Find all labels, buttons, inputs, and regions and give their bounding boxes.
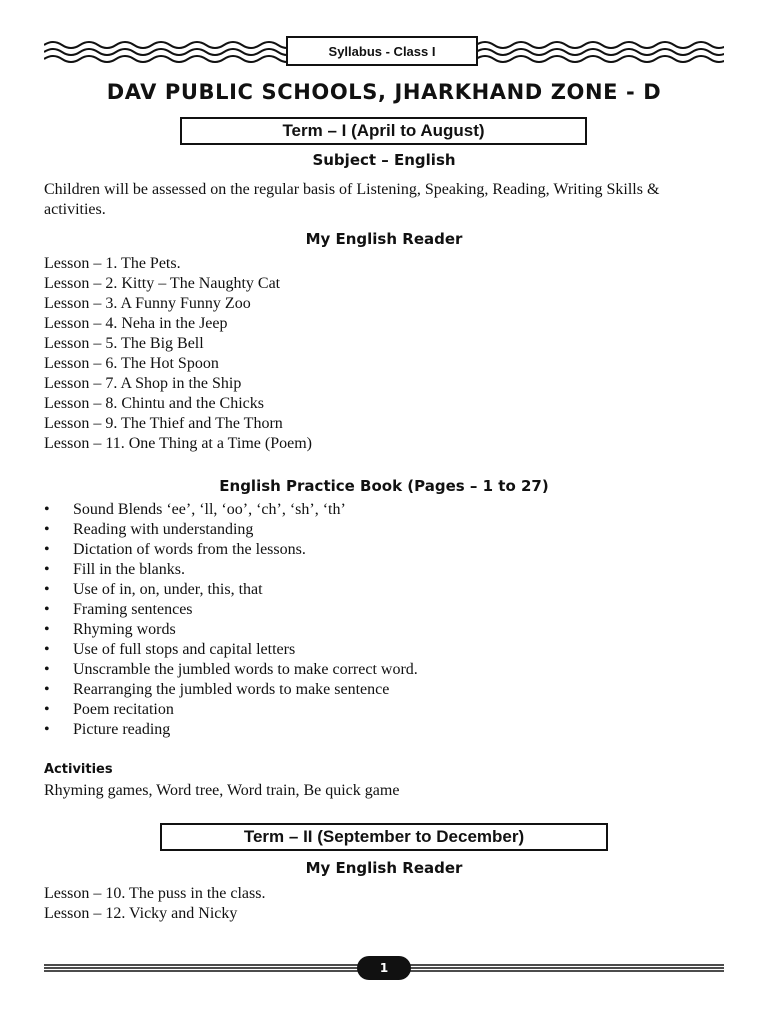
topic-item: • Rearranging the jumbled words to make sentence: [44, 681, 390, 698]
lesson-item: Lesson – 12. Vicky and Nicky: [44, 905, 238, 922]
practice-book-heading: English Practice Book (Pages – 1 to 27): [219, 477, 549, 495]
topic-item: • Reading with understanding: [44, 521, 254, 538]
subject-heading: Subject – English: [312, 151, 456, 169]
lesson-item: Lesson – 9. The Thief and The Thorn: [44, 415, 283, 432]
lesson-item: Lesson – 4. Neha in the Jeep: [44, 315, 228, 332]
term-2-heading: Term – II (September to December): [160, 823, 608, 851]
lesson-item: Lesson – 8. Chintu and the Chicks: [44, 395, 264, 412]
assessment-intro: Children will be assessed on the regular basis of Listening, Speaking, Reading, Writing Skills & activities.: [44, 181, 660, 218]
term-2-lesson-list: [44, 884, 265, 924]
topic-item: • Framing sentences: [44, 601, 193, 618]
bullet-icon: •: [44, 661, 50, 678]
syllabus-class-label: Syllabus - Class I: [286, 36, 478, 66]
bullet-icon: •: [44, 521, 50, 538]
bullet-icon: •: [44, 601, 50, 618]
topic-item: • Fill in the blanks.: [44, 561, 185, 578]
topic-item: • Dictation of words from the lessons.: [44, 541, 306, 558]
bullet-icon: •: [44, 501, 50, 518]
bullet-icon: •: [44, 541, 50, 558]
bullet-icon: •: [44, 681, 50, 698]
term-1-heading: Term – I (April to August): [180, 117, 587, 145]
bullet-icon: •: [44, 621, 50, 638]
lesson-item: Lesson – 7. A Shop in the Ship: [44, 375, 242, 392]
bullet-icon: •: [44, 561, 50, 578]
term-2-reader-heading: My English Reader: [305, 859, 463, 877]
lesson-item: Lesson – 3. A Funny Funny Zoo: [44, 295, 251, 312]
term-1-lesson-list: [44, 254, 312, 454]
lesson-item: Lesson – 10. The puss in the class.: [44, 885, 266, 902]
page-title: DAV PUBLIC SCHOOLS, JHARKHAND ZONE - D: [106, 80, 662, 104]
practice-book-topics: [44, 500, 418, 740]
topic-item: • Unscramble the jumbled words to make correct word.: [44, 661, 418, 678]
topic-item: • Poem recitation: [44, 701, 174, 718]
lesson-item: Lesson – 6. The Hot Spoon: [44, 355, 219, 372]
lesson-item: Lesson – 11. One Thing at a Time (Poem): [44, 435, 312, 452]
lesson-item: Lesson – 2. Kitty – The Naughty Cat: [44, 275, 281, 292]
topic-item: • Picture reading: [44, 721, 171, 738]
activities-heading: Activities: [44, 762, 113, 777]
topic-item: • Use of full stops and capital letters: [44, 641, 296, 658]
lesson-item: Lesson – 5. The Big Bell: [44, 335, 204, 352]
term-1-reader-heading: My English Reader: [305, 230, 463, 248]
bullet-icon: •: [44, 581, 50, 598]
lesson-item: Lesson – 1. The Pets.: [44, 255, 181, 272]
topic-item: • Use of in, on, under, this, that: [44, 581, 263, 598]
bullet-icon: •: [44, 721, 50, 738]
page-number-badge: 1: [357, 956, 411, 980]
topic-item: • Sound Blends ‘ee’, ‘ll, ‘oo’, ‘ch’, ‘sh’, ‘th’: [44, 501, 346, 518]
bullet-icon: •: [44, 701, 50, 718]
bullet-icon: •: [44, 641, 50, 658]
activities-text: Rhyming games, Word tree, Word train, Be quick game: [44, 782, 400, 799]
topic-item: • Rhyming words: [44, 621, 176, 638]
